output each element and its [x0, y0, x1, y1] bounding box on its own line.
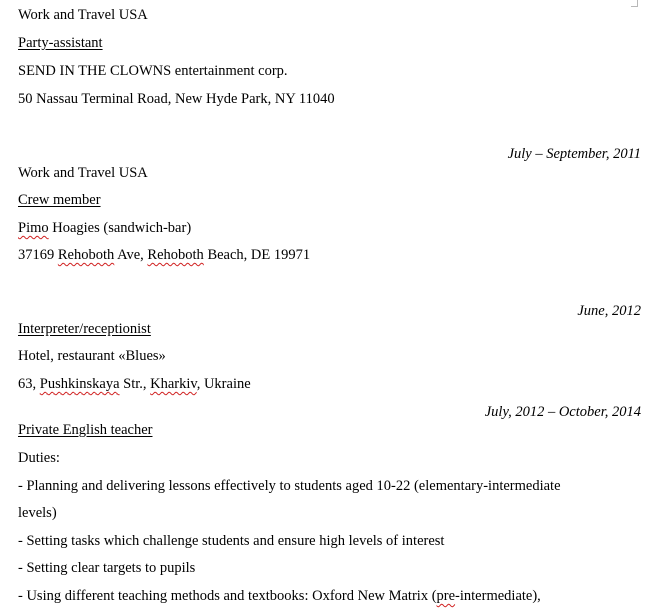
address-part: Beach, DE 19971	[203, 247, 311, 263]
company-address	[18, 375, 251, 393]
duty-item: - Setting tasks which challenge students and ensure high levels of interest	[18, 533, 445, 549]
duty-item	[18, 587, 541, 605]
company-name-rest: Hoagies (sandwich-bar)	[48, 220, 192, 236]
job-title: Interpreter/receptionist	[18, 321, 151, 337]
employment-date: June, 2012	[577, 303, 641, 319]
address-part: 63,	[18, 376, 40, 392]
duty-text: -intermediate),	[455, 588, 541, 604]
spellcheck-word: Rehoboth	[57, 247, 115, 263]
spellcheck-word: Rehoboth	[147, 247, 204, 263]
duty-text: - Using different teaching methods and textbooks: Oxford New Matrix (	[18, 588, 437, 604]
company-address: 50 Nassau Terminal Road, New Hyde Park, NY 11040	[18, 91, 335, 107]
employment-date: July, 2012 – October, 2014	[484, 404, 641, 420]
address-part: , Ukraine	[196, 376, 251, 392]
page-corner-mark	[631, 0, 638, 7]
job-title: Party-assistant	[18, 35, 103, 51]
spellcheck-word: pre	[436, 588, 456, 604]
job-title: Crew member	[18, 192, 101, 208]
spellcheck-word: Pimo	[18, 220, 49, 236]
program-name: Work and Travel USA	[18, 165, 148, 181]
job-title: Private English teacher	[18, 422, 153, 438]
duty-item: - Setting clear targets to pupils	[18, 560, 196, 576]
spellcheck-word: Kharkiv	[150, 376, 197, 392]
address-part: 37169	[18, 247, 58, 263]
company-name: Hotel, restaurant «Blues»	[18, 348, 166, 364]
address-part: Ave,	[114, 247, 148, 263]
program-name: Work and Travel USA	[18, 7, 148, 23]
duty-item: - Planning and delivering lessons effectively to students aged 10-22 (elementary-intermediate	[18, 478, 561, 494]
duties-heading: Duties:	[18, 450, 60, 466]
company-name: SEND IN THE CLOWNS entertainment corp.	[18, 63, 288, 79]
company-address	[18, 246, 310, 264]
spellcheck-word: Pushkinskaya	[39, 376, 120, 392]
employment-date: July – September, 2011	[507, 146, 641, 162]
address-part: Str.,	[119, 376, 151, 392]
duty-item-continued: levels)	[18, 505, 57, 521]
company-name	[18, 219, 191, 237]
